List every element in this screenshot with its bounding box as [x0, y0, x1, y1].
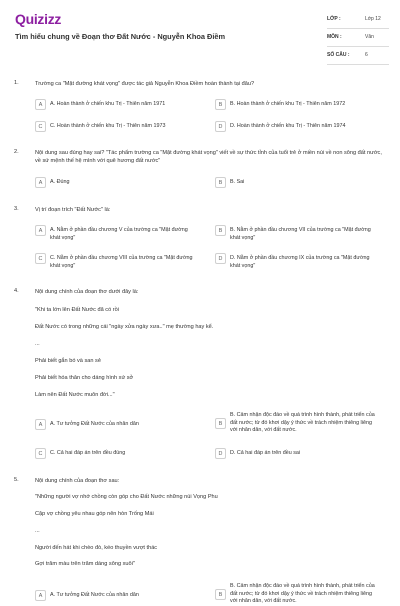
option-letter-box: B — [215, 99, 226, 110]
poem-line: Làm nên Đất Nước muôn đời..." — [35, 392, 115, 398]
poem-line: "Khi ta lớn lên Đất Nước đã có rồi — [35, 307, 119, 313]
question-number: 5. — [14, 477, 19, 483]
option-text: D. Nằm ở phần đầu chương IX của trường ca "Mặt đường khát vọng" — [230, 255, 370, 269]
question-number: 3. — [14, 206, 19, 212]
poem-line: Gợi trăm màu trên trăm dáng sông xuôi" — [35, 561, 135, 567]
option-letter-box: C — [35, 448, 46, 459]
option-text: D. Cả hai đáp án trên đều sai — [230, 450, 301, 456]
option-letter-box: B — [215, 225, 226, 236]
meta-label: LỚP : — [327, 16, 341, 22]
option-text: B. Sai — [230, 179, 245, 185]
option-text: A. Đúng — [50, 179, 70, 185]
option-text: A. Tư tưởng Đất Nước của nhân dân — [50, 421, 139, 427]
poem-line: Phải biết hóa thân cho dáng hình xứ sở — [35, 375, 134, 381]
option-text: B. Cảm nhận độc đáo về quá trình hình thành, phát triển của đất nước; từ đó khơi dậy ý thức về trách nhiệm thiêng liêng với nhân dân, với đất nước. — [230, 583, 375, 605]
poem-line: "Những người vợ nhớ chồng còn góp cho Đất Nước những núi Vọng Phu — [35, 494, 218, 500]
option-letter-box: D — [215, 253, 226, 264]
question-text: Nội dung sau đúng hay sai? "Tác phẩm trường ca "Mặt đường khát vọng" viết về sự thức tỉnh của tuổi trẻ ở miền núi về non sông đất nước, về sứ mệnh thế hệ mình với quê hương đất nước" — [35, 150, 382, 165]
poem-line: ... — [35, 528, 40, 534]
meta-row-class — [327, 11, 389, 29]
meta-value: 6 — [365, 52, 368, 58]
option-text: D. Hoàn thành ở chiến khu Trị - Thiên năm 1974 — [230, 123, 346, 129]
poem-line: Phải biết gắn bó và san sẻ — [35, 358, 101, 364]
question-text: Trường ca "Mặt đường khát vọng" được tác giả Nguyễn Khoa Điềm hoàn thành tại đâu? — [35, 81, 255, 87]
meta-table — [327, 11, 389, 65]
option-text: A. Nằm ở phần đầu chương V của trường ca "Mặt đường khát vọng" — [50, 227, 188, 241]
option-text: A. Tư tưởng Đất Nước của nhân dân — [50, 592, 139, 598]
poem-line: Đất Nước có trong những cái "ngày xửa ngày xưa.." mẹ thường hay kể. — [35, 324, 214, 330]
poem-line: Người đến hát khi chèo đò, kéo thuyền vượt thác — [35, 545, 158, 551]
option-letter-box: A — [35, 225, 46, 236]
question-text: Vị trí đoạn trích "Đất Nước" là: — [35, 207, 111, 213]
question-number: 4. — [14, 288, 19, 294]
quizizz-logo: Quizizz — [15, 11, 62, 27]
poem-line: Cặp vợ chồng yêu nhau góp nên hòn Trống Mái — [35, 511, 154, 517]
meta-value: Văn — [365, 34, 374, 40]
question-number: 2. — [14, 149, 19, 155]
option-text: C. Nằm ở phần đầu chương VIII của trường ca "Mặt đường khát vọng" — [50, 255, 193, 269]
worksheet-header — [0, 0, 400, 66]
option-letter-box: D — [215, 121, 226, 132]
option-letter-box: A — [35, 590, 46, 601]
meta-row-count — [327, 47, 389, 65]
option-letter-box: D — [215, 448, 226, 459]
question-number: 1. — [14, 80, 19, 86]
meta-label: SỐ CÂU : — [327, 52, 350, 58]
page-title: Tìm hiểu chung về Đoạn thơ Đất Nước - Nguyễn Khoa Điềm — [15, 32, 226, 41]
poem-line: ... — [35, 341, 40, 347]
option-letter-box: B — [215, 418, 226, 429]
option-letter-box: B — [215, 177, 226, 188]
option-letter-box: C — [35, 253, 46, 264]
option-letter-box: A — [35, 99, 46, 110]
option-text: A. Hoàn thành ở chiến khu Trị - Thiên năm 1971 — [50, 101, 166, 107]
option-letter-box: A — [35, 419, 46, 430]
option-text: B. Nằm ở phần đầu chương VII của trường ca "Mặt đường khát vọng" — [230, 227, 371, 241]
meta-label: MÔN : — [327, 34, 342, 40]
option-text: C. Cả hai đáp án trên đều đúng — [50, 450, 126, 456]
meta-row-subject — [327, 29, 389, 47]
option-letter-box: C — [35, 121, 46, 132]
option-text: B. Hoàn thành ở chiến khu Trị - Thiên năm 1972 — [230, 101, 346, 107]
option-letter-box: A — [35, 177, 46, 188]
question-text: Nội dung chính của đoạn thơ sau: — [35, 478, 120, 484]
option-text: C. Hoàn thành ở chiến khu Trị - Thiên năm 1973 — [50, 123, 166, 129]
meta-value: Lớp 12 — [365, 16, 381, 22]
option-letter-box: B — [215, 589, 226, 600]
question-text: Nội dung chính của đoạn thơ dưới đây là: — [35, 289, 139, 295]
option-text: B. Cảm nhận độc đáo về quá trình hình thành, phát triển của đất nước; từ đó khơi dậy ý thức về trách nhiệm thiêng liêng với nhân dân, với đất nước. — [230, 412, 375, 434]
